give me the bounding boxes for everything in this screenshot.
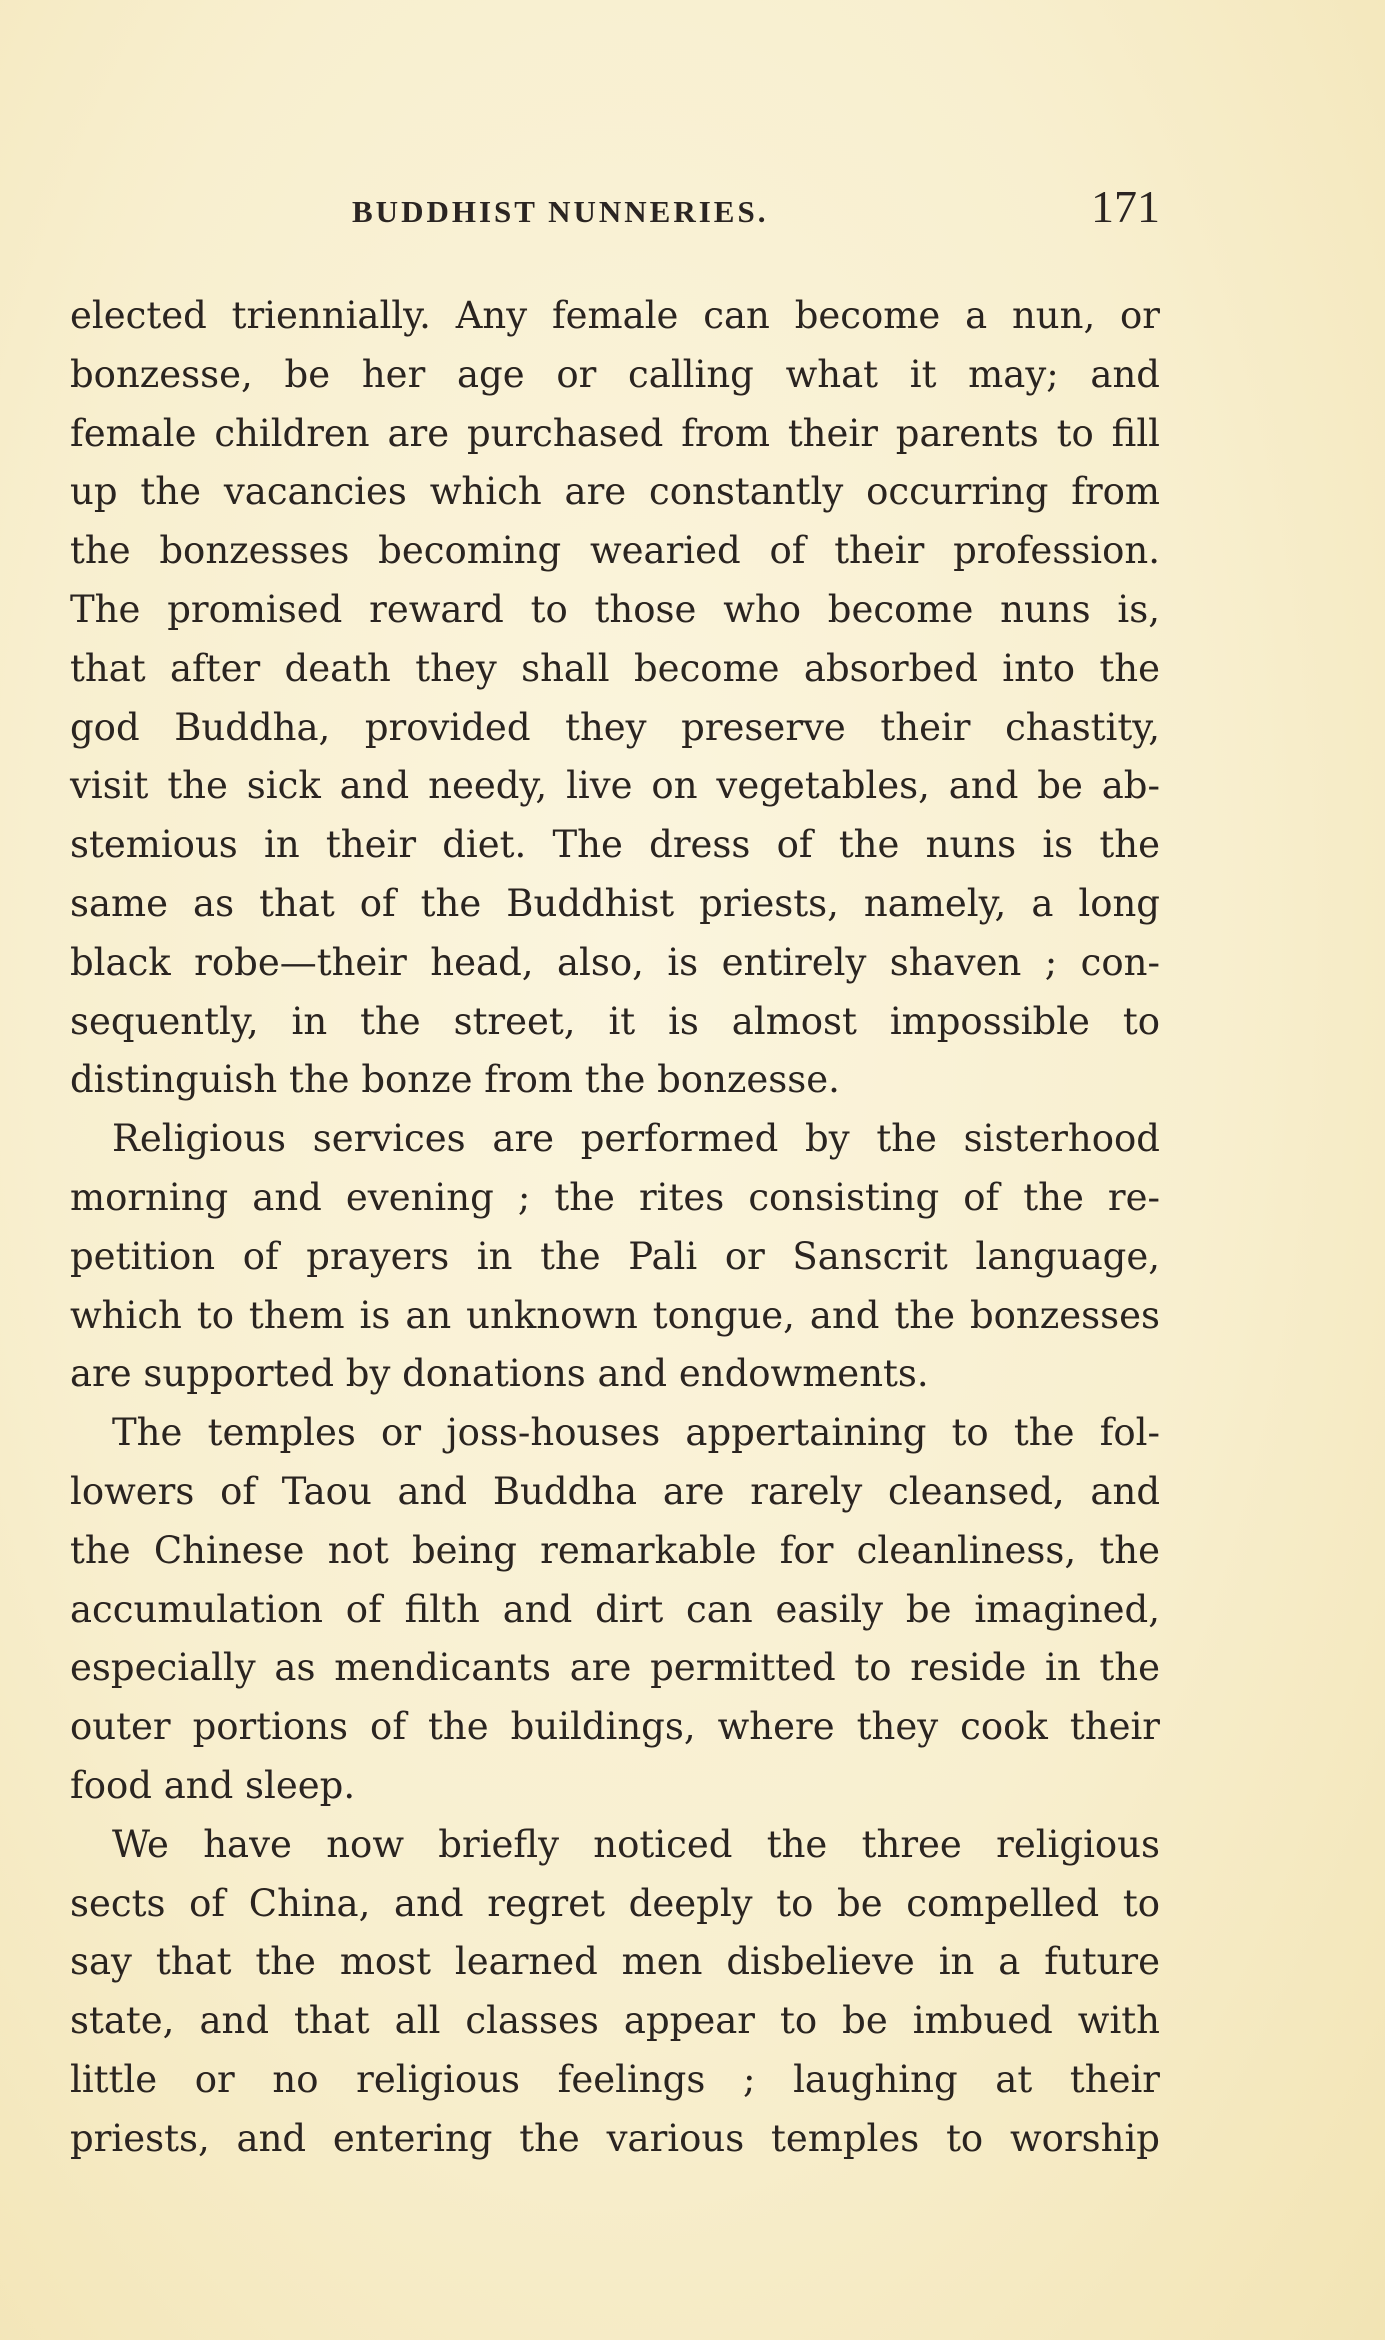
text-line: sects of China, and regret deeply to be compelled to <box>70 1881 1160 1925</box>
text-line: visit the sick and needy, live on vegetables, and be ab- <box>70 764 1160 808</box>
text-line: which to them is an unknown tongue, and the bonzesses <box>70 1293 1160 1337</box>
running-head <box>70 180 1160 240</box>
text-line: that after death they shall become absorbed into the <box>70 646 1160 690</box>
text-line: elected triennially. Any female can become a nun, or <box>70 294 1160 337</box>
text-line: the Chinese not being remarkable for cleanliness, the <box>70 1528 1160 1572</box>
paragraph <box>70 1816 1160 2169</box>
text-line: We have now briefly noticed the three religious <box>112 1822 1160 1866</box>
text-line: up the vacancies which are constantly occurring from <box>70 470 1160 514</box>
text-line: stemious in their diet. The dress of the nuns is the <box>70 823 1160 867</box>
text-line: little or no religious feelings ; laughing at their <box>70 2057 1160 2101</box>
paragraph <box>70 1110 1160 1404</box>
text-line: food and sleep. <box>70 1763 356 1807</box>
text-line: priests, and entering the various temples to worship <box>70 2116 1160 2160</box>
paragraph <box>70 287 1160 1110</box>
text-line: The promised reward to those who become nuns is, <box>70 587 1160 631</box>
text-line: the bonzesses becoming wearied of their profession. <box>70 529 1160 573</box>
text-line: say that the most learned men disbelieve in a future <box>70 1940 1160 1984</box>
text-line: Religious services are performed by the sisterhood <box>112 1117 1160 1161</box>
text-line: god Buddha, provided they preserve their chastity, <box>70 705 1160 749</box>
text-line: female children are purchased from their parents to fill <box>70 411 1160 455</box>
text-line: outer portions of the buildings, where they cook their <box>70 1705 1160 1749</box>
text-line: The temples or joss-houses appertaining to the fol- <box>112 1411 1160 1455</box>
chapter-title: BUDDHIST NUNNERIES. <box>352 194 769 229</box>
text-line: accumulation of filth and dirt can easily be imagined, <box>70 1587 1160 1631</box>
text-line: petition of prayers in the Pali or Sanscrit language, <box>70 1234 1160 1278</box>
page-number: 171 <box>1091 181 1160 232</box>
text-line: black robe—their head, also, is entirely shaven ; con- <box>70 940 1160 984</box>
paragraph <box>70 1404 1160 1816</box>
text-line: sequently, in the street, it is almost impossible to <box>70 999 1160 1043</box>
text-line: morning and evening ; the rites consisting of the re- <box>70 1175 1160 1219</box>
text-line: bonzesse, be her age or calling what it may; and <box>70 352 1160 396</box>
text-line: distinguish the bonze from the bonzesse. <box>70 1058 840 1102</box>
text-line: especially as mendicants are permitted to reside in the <box>70 1646 1160 1690</box>
body-text <box>70 287 1160 2169</box>
text-line: state, and that all classes appear to be imbued with <box>70 1999 1160 2043</box>
text-line: same as that of the Buddhist priests, namely, a long <box>70 881 1160 925</box>
text-line: are supported by donations and endowments. <box>70 1352 929 1396</box>
text-line: lowers of Taou and Buddha are rarely cleansed, and <box>70 1469 1160 1513</box>
